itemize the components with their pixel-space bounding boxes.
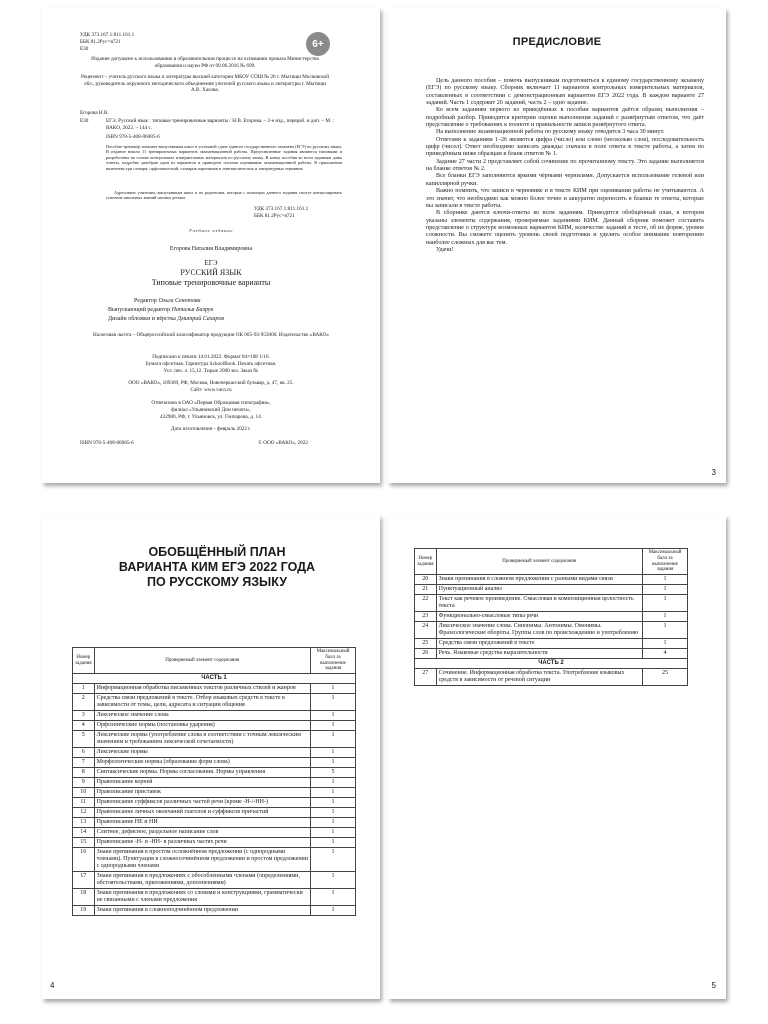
publisher-address: ООО «ВАКО», 109369, РФ, Москва, Новочеркасский бульвар, д. 47, кв. 25.: [128, 380, 294, 386]
content-element-cell: Лексические нормы: [94, 748, 310, 758]
plan-title-line-1: ОБОБЩЁННЫЙ ПЛАН: [148, 545, 286, 559]
lead-editor-label: Выпускающий редактор: [108, 307, 171, 313]
isbn-bottom: ISBN 978-5-408-06085-6: [80, 440, 134, 446]
task-number-cell: 1: [73, 684, 95, 694]
reviewer-note: Рецензент – учитель русского языка и литературы высшей категории МБОУ СОШ № 26 г. Мытищи Московской обл., руководитель окружного методического объединения учителей русского языка и литературы г. Мытищи А.В. Хасова.: [80, 74, 330, 94]
preface-paragraph: Задание 27 части 2 представляет собой сочинение по прочитанному тексту. Это задание выполняется на бланке ответов № 2.: [426, 158, 704, 173]
content-element-cell: Речь. Языковые средства выразительности: [436, 649, 642, 659]
max-score-cell: 1: [311, 684, 356, 694]
table-row: [73, 731, 356, 748]
catalog-code: Е30: [80, 46, 89, 52]
preface-paragraph: Важно помнить, что записи в черновике и в тексте КИМ при оценивании работы не учитываются. А это значит, что необходимо как можно более точно и аккуратно переносить в бланки те ответы, которые вы записали в тексте работы.: [426, 188, 704, 209]
task-number-cell: 17: [73, 872, 95, 889]
task-number-cell: 12: [73, 808, 95, 818]
max-score-cell: 1: [311, 758, 356, 768]
task-number-cell: 13: [73, 818, 95, 828]
table-row: [73, 889, 356, 906]
preface-paragraph: На выполнение экзаменационной работы по русскому языку отводится 3 часа 30 минут.: [436, 129, 665, 136]
max-score-cell: 1: [311, 906, 356, 916]
lead-editor-row: [108, 307, 213, 314]
age-rating-badge: [306, 32, 330, 56]
printed-by-3: 432980, РФ, г. Ульяновск, ул. Гончарова, д. 14.: [160, 414, 262, 420]
lead-editor-name: Наталья Базрук: [171, 307, 214, 313]
cover-design-label: Дизайн обложки и вёрстка: [108, 316, 176, 322]
bbk-code-2: ББК 81.2Рус=я721: [254, 213, 295, 219]
max-score-cell: 4: [643, 649, 688, 659]
table-row: [73, 748, 356, 758]
content-element-cell: Лексическое значение слова. Синонимы. Антонимы. Омонимы. Фразеологические обороты. Группы слов по происхождению и употреблению: [436, 622, 642, 639]
page-3: [388, 8, 726, 483]
task-number-cell: 21: [415, 585, 437, 595]
header-task-number: Номер задания: [73, 648, 95, 674]
kim-plan-table-part-b: [414, 548, 688, 686]
max-score-cell: 1: [643, 622, 688, 639]
author-short: Егорова Н.В.: [80, 110, 109, 116]
content-element-cell: Правописание -Н- и -НН- в различных частях речи: [94, 838, 310, 848]
content-element-cell: Пунктуационный анализ: [436, 585, 642, 595]
table-row: [73, 768, 356, 778]
max-score-cell: 5: [311, 768, 356, 778]
max-score-cell: 1: [311, 694, 356, 711]
task-number-cell: 18: [73, 889, 95, 906]
max-score-cell: 1: [643, 585, 688, 595]
content-element-cell: Знаки препинания в сложном предложении с разными видами связи: [436, 575, 642, 585]
task-number-cell: 19: [73, 906, 95, 916]
table-row: [73, 798, 356, 808]
table-header-row: [415, 549, 688, 575]
cover-design-row: [108, 316, 224, 323]
max-score-cell: 1: [311, 828, 356, 838]
content-element-cell: Средства связи предложений в тексте: [436, 639, 642, 649]
table-row: [415, 575, 688, 585]
table-row: [73, 711, 356, 721]
content-element-cell: Информационная обработка письменных текстов различных стилей и жанров: [94, 684, 310, 694]
header-max-score: Максимальный балл за выполнение задания: [311, 648, 356, 674]
book-title-2: РУССКИЙ ЯЗЫК: [180, 268, 242, 277]
content-element-cell: Правописание приставок: [94, 788, 310, 798]
task-number-cell: 3: [73, 711, 95, 721]
catalog-code-2: Е30: [80, 118, 89, 124]
page-5: [388, 515, 726, 999]
part-row: [415, 659, 688, 669]
task-number-cell: 11: [73, 798, 95, 808]
task-number-cell: 23: [415, 612, 437, 622]
max-score-cell: 1: [643, 575, 688, 585]
plan-title: [82, 545, 352, 590]
table-row: [415, 585, 688, 595]
preface-title: ПРЕДИСЛОВИЕ: [512, 36, 602, 48]
task-number-cell: 6: [73, 748, 95, 758]
isbn: ISBN 978-5-408-06085-6: [106, 134, 160, 140]
copyright: © ООО «ВАКО», 2022: [258, 440, 308, 446]
max-score-cell: 1: [311, 872, 356, 889]
content-element-cell: Знаки препинания в предложениях со словами и конструкциями, грамматически не связанными с членами предложения: [94, 889, 310, 906]
page-4: [42, 515, 380, 999]
task-number-cell: 2: [73, 694, 95, 711]
content-element-cell: Правописание НЕ и НИ: [94, 818, 310, 828]
content-element-cell: Текст как речевое произведение. Смысловая и композиционная целостность текста: [436, 595, 642, 612]
max-score-cell: 1: [311, 889, 356, 906]
task-number-cell: 27: [415, 669, 437, 686]
preface-body: [426, 78, 704, 254]
header-content-element: Проверяемый элемент содержания: [94, 648, 310, 674]
annotation: Пособие-тренажёр поможет выпускникам школ и успешной сдаче единого государственного экзамена (ЕГЭ) по русскому языку. В издание вошли 11 тренировочных вариантов экзаменационной работы. Представленные задания являются типовыми и разработаны на основе контрольных измерительных материалов по русскому языку. В конце пособия ко всем заданиям даны ответы, подробно разобран один из вариантов и приведена система оценивания экзаменационной работы. В приложении включены три словаря: орфоэпический, словарик паронимов и лингвистических и литературных терминов.: [106, 144, 342, 171]
book-title-3: Типовые тренировочные варианты: [151, 278, 271, 287]
max-score-cell: 1: [311, 748, 356, 758]
max-score-cell: 1: [311, 731, 356, 748]
preface-paragraph: Ко всем заданиям первого из приведённых в пособии вариантов даётся образец выполнения – подробный разбор. Приводятся критерии оценки выполнения заданий с развёрнутым ответом, что даёт представление о требованиях к полноте и правильности записи развёрнутого ответа.: [426, 107, 704, 129]
task-number-cell: 26: [415, 649, 437, 659]
task-number-cell: 15: [73, 838, 95, 848]
header-content-element: Проверяемый элемент содержания: [436, 549, 642, 575]
udk-code: УДК 373.167.1:811.161.1: [80, 32, 135, 38]
content-element-cell: Знаки препинания в сложноподчинённом предложении: [94, 906, 310, 916]
content-element-cell: Средства связи предложений в тексте. Отбор языковых средств в тексте в зависимости от темы, цели, адресата и ситуации общения: [94, 694, 310, 711]
editor-name: Ольга Сенотова: [158, 298, 201, 304]
content-element-cell: Сочинение. Информационная обработка текста. Употребление языковых средств в зависимости от речевой ситуации: [436, 669, 642, 686]
content-element-cell: Лексическое значение слова: [94, 711, 310, 721]
printed-by-2: филиал «Ульяновский Дом печати»,: [171, 407, 251, 413]
task-number-cell: 8: [73, 768, 95, 778]
print-details-2: Бумага офсетная. Гарнитура SchoolBook. Печать офсетная.: [145, 361, 277, 367]
manufacture-date: Дата изготовления – февраль 2022 г.: [171, 426, 251, 432]
content-element-cell: Орфоэпические нормы (постановка ударения): [94, 721, 310, 731]
tax-note: Налоговая льгота – Общероссийский классификатор продукции ОК 005-93-953000. Издательство «ВАКО»: [93, 332, 329, 338]
task-number-cell: 16: [73, 848, 95, 872]
task-number-cell: 14: [73, 828, 95, 838]
preface-paragraph: Ответами к заданиям 1–26 являются цифра (число) или слово (несколько слов), последовательность цифр (чисел). Ответ необходимо записать дважды: сначала в поле ответа в тексте работы, а затем по приведённым ниже образцам в бланк ответов № 1.: [426, 136, 704, 158]
edition-type: Учебное издание: [188, 228, 234, 233]
print-details-3: Усл. печ. л. 15,12. Тираж 2000 экз. Заказ №: [163, 368, 259, 374]
task-number-cell: 10: [73, 788, 95, 798]
max-score-cell: 1: [643, 612, 688, 622]
table-row: [415, 669, 688, 686]
table-row: [73, 684, 356, 694]
plan-title-line-2: ВАРИАНТА КИМ ЕГЭ 2022 ГОДА: [118, 560, 316, 574]
max-score-cell: 1: [311, 848, 356, 872]
content-element-cell: Правописание суффиксов различных частей речи (кроме -Н-/-НН-): [94, 798, 310, 808]
max-score-cell: 1: [311, 808, 356, 818]
preface-paragraph: Цель данного пособия – помочь выпускникам подготовиться к единому государственному экзамену (ЕГЭ) по русскому языку. Сборник включает 11 вариантов контрольных измерительных материалов, составленных в соответствии с демонстрационным вариантом ЕГЭ 2022 года. В каждом варианте 27 заданий. Часть 1 содержит 26 заданий, часть 2 – одно задание.: [426, 78, 704, 107]
task-number-cell: 25: [415, 639, 437, 649]
table-row: [73, 818, 356, 828]
content-element-cell: Функционально-смысловые типы речи: [436, 612, 642, 622]
preface-paragraph: Удачи!: [436, 246, 454, 253]
table-row: [73, 828, 356, 838]
kim-plan-table-part-a: [72, 647, 356, 916]
content-element-cell: Синтаксические нормы. Нормы согласования. Нормы управления: [94, 768, 310, 778]
plan-title-line-3: ПО РУССКОМУ ЯЗЫКУ: [147, 575, 287, 589]
content-element-cell: Слитное, дефисное, раздельное написание слов: [94, 828, 310, 838]
task-number-cell: 4: [73, 721, 95, 731]
content-element-cell: Знаки препинания в предложениях с обособленными членами (определениями, обстоятельствами, приложениями, дополнениями): [94, 872, 310, 889]
page-number-5: 5: [711, 981, 716, 990]
table-row: [415, 649, 688, 659]
task-number-cell: 22: [415, 595, 437, 612]
annotation-audience: Адресовано учителям, выпускникам школ и их родителям, которые с помощью данного издания смогут контролировать усвоение школьных знаний своими детьми.: [106, 190, 342, 201]
task-number-cell: 7: [73, 758, 95, 768]
part-2-label: ЧАСТЬ 2: [415, 659, 688, 669]
table-row: [415, 612, 688, 622]
table-row: [73, 808, 356, 818]
table-row: [415, 622, 688, 639]
part-1-label: ЧАСТЬ 1: [73, 674, 356, 684]
table-row: [73, 848, 356, 872]
table-row: [415, 639, 688, 649]
max-score-cell: 1: [311, 798, 356, 808]
part-row: [73, 674, 356, 684]
task-number-cell: 20: [415, 575, 437, 585]
table-row: [415, 595, 688, 612]
max-score-cell: 1: [311, 721, 356, 731]
table-row: [73, 788, 356, 798]
preface-paragraph: Все бланки ЕГЭ заполняются яркими чёрными чернилами. Допускается использование гелевой или капиллярной ручки.: [426, 173, 704, 187]
max-score-cell: 1: [643, 595, 688, 612]
bibliographic-record: ЕГЭ. Русский язык : типовые тренировочные варианты / Н.В. Егорова. – 2-е изд., перераб. и доп. – М. : ВАКО, 2022. – 144 с.: [106, 118, 335, 131]
max-score-cell: 1: [311, 838, 356, 848]
approval-note: Издание допущено к использованию в образовательном процессе на основании приказа Министерства образования и науки РФ от 09.06.2016 № 699.: [91, 56, 319, 69]
max-score-cell: 1: [311, 711, 356, 721]
author-full: Егорова Наталия Владимировна: [169, 246, 253, 252]
table-row: [73, 721, 356, 731]
table-row: [73, 778, 356, 788]
content-element-cell: Морфологические нормы (образование форм слова): [94, 758, 310, 768]
udk-code-2: УДК 373.167.1:811.161.1: [254, 206, 309, 212]
task-number-cell: 5: [73, 731, 95, 748]
table-row: [73, 838, 356, 848]
table-row: [73, 906, 356, 916]
header-max-score: Максимальный балл за выполнение задания: [643, 549, 688, 575]
age-rating-text: 6+: [312, 38, 324, 50]
max-score-cell: 25: [643, 669, 688, 686]
content-element-cell: Правописание корней: [94, 778, 310, 788]
table-header-row: [73, 648, 356, 674]
task-number-cell: 9: [73, 778, 95, 788]
cover-designer-name: Дмитрий Сахаров: [177, 316, 224, 322]
table-row: [73, 694, 356, 711]
table-row: [73, 758, 356, 768]
max-score-cell: 1: [311, 818, 356, 828]
max-score-cell: 1: [643, 639, 688, 649]
editor-label: Редактор: [134, 298, 157, 304]
max-score-cell: 1: [311, 788, 356, 798]
publisher-site: Сайт: www.vaco.ru: [190, 387, 232, 393]
header-task-number: Номер задания: [415, 549, 437, 575]
page-number-4: 4: [50, 981, 55, 990]
editor-row: [134, 298, 201, 305]
bbk-code: ББК 81.2Рус=я721: [80, 39, 121, 45]
content-element-cell: Лексические нормы (употребление слова в соответствии с точным лексическим значением и требованием лексической сочетаемости): [94, 731, 310, 748]
content-element-cell: Знаки препинания в простом осложнённом предложении (с однородными членами). Пунктуация в сложносочинённом предложении и простом предложении с однородными членами: [94, 848, 310, 872]
content-element-cell: Правописание личных окончаний глаголов и суффиксов причастий: [94, 808, 310, 818]
table-row: [73, 872, 356, 889]
print-details-1: Подписано к печати 14.01.2022. Формат 84×108 1/16.: [152, 354, 270, 360]
page-2: [42, 8, 380, 483]
task-number-cell: 24: [415, 622, 437, 639]
book-title-1: ЕГЭ: [204, 259, 218, 267]
preface-paragraph: В сборнике даются ключи-ответы ко всем заданиям. Приводится обобщённый план, в котором указаны элементы содержания, проверяемые заданиями КИМ. Данный сборник поможет составить представление о структуре возможных вариантов КИМ, количестве заданий в тесте, об их форме, уровне сложности. Вы сможете оценить уровень своей подготовки и уделить особое внимание повторению наиболее сложных для вас тем.: [426, 210, 704, 246]
printed-by-1: Отпечатано в ОАО «Первая Образцовая типография»,: [151, 400, 271, 406]
page-number-3: 3: [711, 468, 716, 477]
max-score-cell: 1: [311, 778, 356, 788]
